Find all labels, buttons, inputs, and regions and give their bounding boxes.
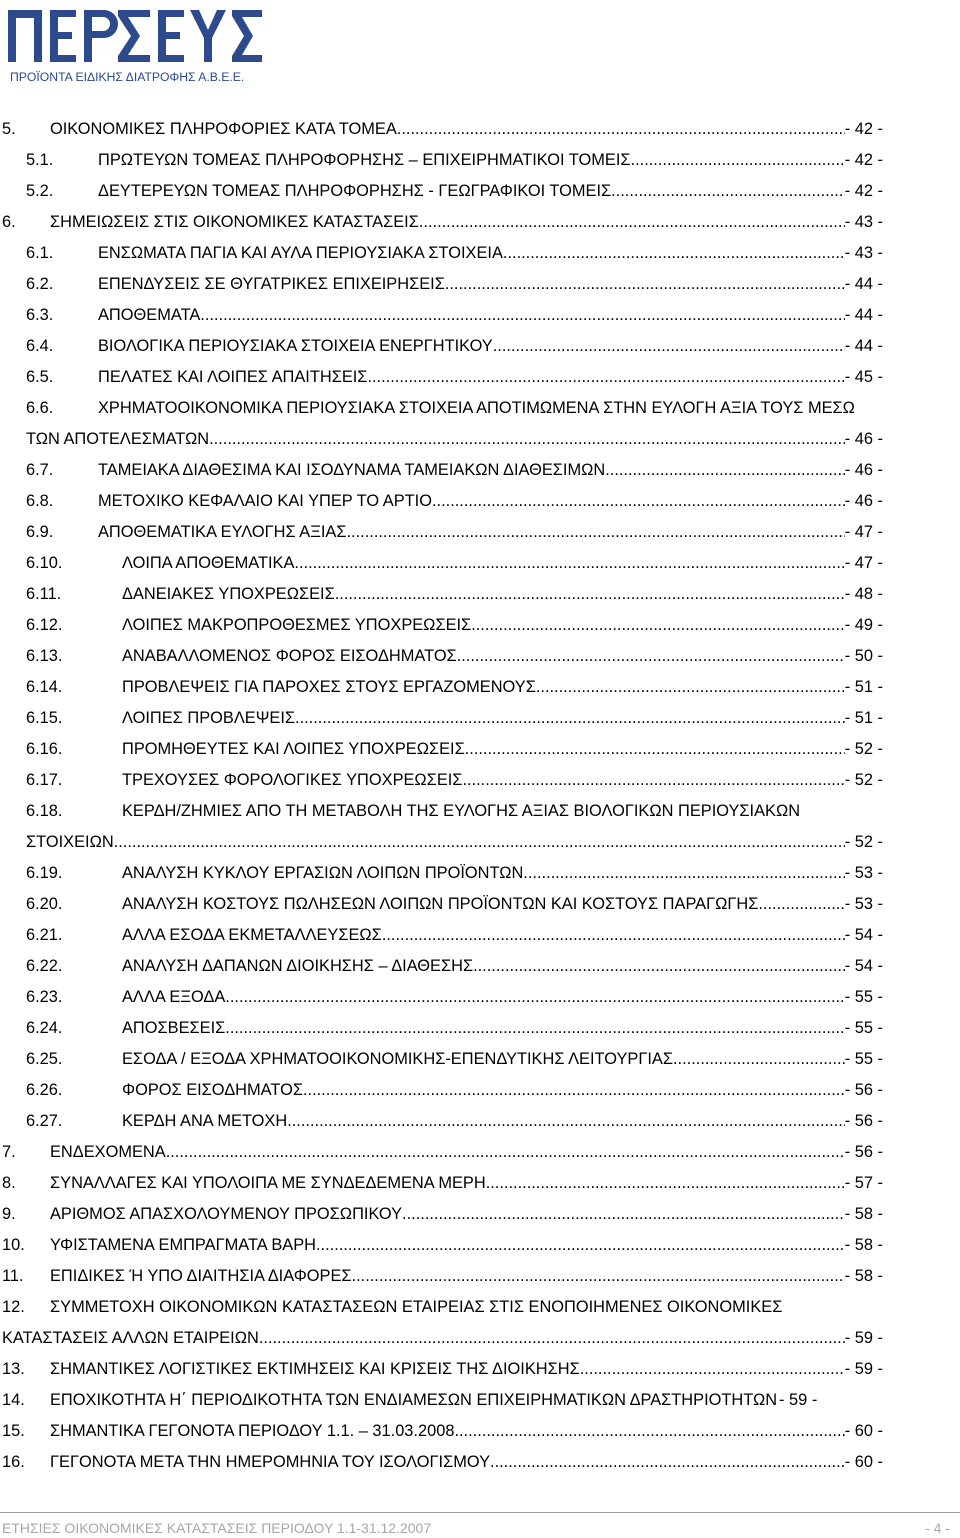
toc-entry-number: 6.13. [26, 647, 63, 665]
toc-entry-title: ΠΡΟΒΛΕΨΕΙΣ ΓΙΑ ΠΑΡΟΧΕΣ ΣΤΟΥΣ ΕΡΓΑΖΟΜΕΝΟΥΣ [122, 678, 536, 696]
toc-leader-dots [397, 114, 845, 145]
toc-entry-title: ΛΟΙΠΕΣ ΜΑΚΡΟΠΡΟΘΕΣΜΕΣ ΥΠΟΧΡΕΩΣΕΙΣ [122, 616, 472, 634]
toc-entry-page: - 60 - [844, 1422, 883, 1440]
toc-entry-number: 6.21. [26, 926, 63, 944]
toc-entry[interactable] [0, 703, 960, 734]
toc-entry[interactable] [0, 517, 960, 548]
toc-entry-title: ΣΥΜΜΕΤΟΧΗ ΟΙΚΟΝΟΜΙΚΩΝ ΚΑΤΑΣΤΑΣΕΩΝ ΕΤΑΙΡΕΙΑΣ ΣΤΙΣ ΕΝΟΠΟΙΗΜΕΝΕΣ ΟΙΚΟΝΟΜΙΚΕΣ [50, 1298, 783, 1316]
toc-entry[interactable] [0, 734, 960, 765]
toc-entry-number: 6.25. [26, 1050, 63, 1068]
toc-entry-number: 6.16. [26, 740, 63, 758]
toc-entry[interactable] [0, 1354, 960, 1385]
toc-entry-number: 6.10. [26, 554, 63, 572]
toc-leader-dots [294, 548, 844, 579]
toc-entry[interactable] [0, 579, 960, 610]
toc-entry[interactable] [0, 300, 960, 331]
toc-entry[interactable] [0, 1230, 960, 1261]
toc-entry-title: ΑΝΑΛΥΣΗ ΚΟΣΤΟΥΣ ΠΩΛΗΣΕΩΝ ΛΟΙΠΩΝ ΠΡΟΪΟΝΤΩΝ ΚΑΙ ΚΟΣΤΟΥΣ ΠΑΡΑΓΩΓΗΣ [122, 895, 759, 913]
toc-entry-title-continuation: ΤΩΝ ΑΠΟΤΕΛΕΣΜΑΤΩΝ [26, 430, 210, 448]
toc-leader-dots [457, 641, 845, 672]
toc-entry-number: 6.24. [26, 1019, 63, 1037]
toc-leader-dots [473, 951, 845, 982]
toc-entry-page: - 55 - [844, 1019, 883, 1037]
toc-entry-number: 6.8. [26, 492, 54, 510]
toc-entry[interactable] [0, 1044, 960, 1075]
toc-leader-dots [209, 424, 845, 455]
toc-entry-number: 14. [2, 1391, 25, 1409]
toc-entry[interactable] [0, 486, 960, 517]
toc-entry[interactable] [0, 548, 960, 579]
toc-leader-dots [295, 703, 845, 734]
toc-leader-dots [303, 1075, 845, 1106]
toc-entry[interactable] [0, 1292, 960, 1323]
toc-entry-number: 6.17. [26, 771, 63, 789]
toc-entry-title: ΕΠΙΔΙΚΕΣ Ή ΥΠΟ ΔΙΑΙΤΗΣΙΑ ΔΙΑΦΟΡΕΣ [50, 1267, 352, 1285]
footer-divider [0, 1512, 960, 1513]
toc-leader-dots [611, 176, 845, 207]
logo-tagline: ΠΡΟΪΟΝΤΑ ΕΙΔΙΚΗΣ ΔΙΑΤΡΟΦΗΣ Α.Β.Ε.Ε. [10, 70, 245, 84]
toc-entry[interactable] [0, 114, 960, 145]
toc-entry-number: 7. [2, 1143, 16, 1161]
toc-entry-title: ΧΡΗΜΑΤΟΟΙΚΟΝΟΜΙΚΑ ΠΕΡΙΟΥΣΙΑΚΑ ΣΤΟΙΧΕΙΑ ΑΠΟΤΙΜΩΜΕΝΑ ΣΤΗΝ ΕΥΛΟΓΗ ΑΞΙΑ ΤΟΥΣ ΜΕΣΩ [98, 399, 855, 417]
toc-entry[interactable] [0, 207, 960, 238]
toc-leader-dots [454, 1416, 844, 1447]
toc-leader-dots [419, 207, 845, 238]
toc-entry-page: - 56 - [844, 1081, 883, 1099]
toc-entry[interactable] [0, 362, 960, 393]
toc-entry-number: 6.27. [26, 1112, 63, 1130]
toc-entry[interactable] [0, 672, 960, 703]
toc-entry-page: - 47 - [844, 554, 883, 572]
toc-entry-number: 11. [2, 1267, 24, 1285]
toc-entry-number: 6.9. [26, 523, 54, 541]
toc-entry[interactable] [0, 1168, 960, 1199]
toc-entry[interactable] [0, 1075, 960, 1106]
toc-leader-dots [200, 300, 844, 331]
toc-entry-number: 13. [2, 1360, 25, 1378]
toc-leader-dots [347, 517, 845, 548]
toc-entry-page: - 59 - [844, 1360, 883, 1378]
toc-entry-title: ΔΕΥΤΕΡΕΥΩΝ ΤΟΜΕΑΣ ΠΛΗΡΟΦΟΡΗΣΗΣ - ΓΕΩΓΡΑΦΙΚΟΙ ΤΟΜΕΙΣ [98, 182, 612, 200]
toc-entry-number: 6.14. [26, 678, 63, 696]
toc-entry-title: ΣΗΜΕΙΩΣΕΙΣ ΣΤΙΣ ΟΙΚΟΝΟΜΙΚΕΣ ΚΑΤΑΣΤΑΣΕΙΣ [50, 213, 419, 231]
toc-entry-number: 6.5. [26, 368, 54, 386]
toc-leader-dots [605, 455, 845, 486]
footer-document-title: ΕΤΗΣΙΕΣ ΟΙΚΟΝΟΜΙΚΕΣ ΚΑΤΑΣΤΑΣΕΙΣ ΠΕΡΙΟΔΟΥ 1.1-31.12.2007 [2, 1520, 432, 1536]
toc-entry-page: - 44 - [844, 275, 883, 293]
toc-entry-number: 6.2. [26, 275, 54, 293]
toc-leader-dots [225, 1013, 844, 1044]
toc-leader-dots [432, 486, 845, 517]
toc-entry[interactable] [0, 455, 960, 486]
toc-entry-number: 6.1. [26, 244, 54, 262]
toc-entry[interactable] [0, 982, 960, 1013]
toc-entry[interactable] [0, 1261, 960, 1292]
toc-leader-dots [367, 362, 844, 393]
toc-entry-title: ΤΑΜΕΙΑΚΑ ΔΙΑΘΕΣΙΜΑ ΚΑΙ ΙΣΟΔΥΝΑΜΑ ΤΑΜΕΙΑΚΩΝ ΔΙΑΘΕΣΙΜΩΝ [98, 461, 606, 479]
toc-entry-title: ΜΕΤΟΧΙΚΟ ΚΕΦΑΛΑΙΟ ΚΑΙ ΥΠΕΡ ΤΟ ΑΡΤΙΟ [98, 492, 432, 510]
toc-entry-title: ΟΙΚΟΝΟΜΙΚΕΣ ΠΛΗΡΟΦΟΡΙΕΣ ΚΑΤΑ ΤΟΜΕΑ [50, 120, 397, 138]
toc-entry-page: - 59 - [844, 1329, 883, 1347]
table-of-contents [0, 114, 960, 1478]
toc-leader-dots [462, 765, 844, 796]
toc-entry[interactable] [0, 796, 960, 827]
toc-entry-page: - 51 - [844, 678, 883, 696]
toc-entry[interactable] [0, 176, 960, 207]
toc-entry-page: - 53 - [844, 864, 883, 882]
toc-leader-dots [580, 1354, 845, 1385]
toc-leader-dots [486, 1168, 845, 1199]
toc-entry-page: - 46 - [844, 430, 883, 448]
toc-entry-number: 6.11. [26, 585, 62, 603]
toc-entry[interactable] [0, 1416, 960, 1447]
toc-entry[interactable] [0, 1385, 960, 1416]
toc-leader-dots [503, 238, 845, 269]
toc-entry-page: - 58 - [844, 1236, 883, 1254]
toc-entry-title: ΑΡΙΘΜΟΣ ΑΠΑΣΧΟΛΟΥΜΕΝΟΥ ΠΡΟΣΩΠΙΚΟΥ [50, 1205, 403, 1223]
toc-entry-page: - 42 - [844, 120, 883, 138]
toc-leader-dots [445, 269, 845, 300]
toc-leader-dots [166, 1137, 845, 1168]
toc-entry[interactable] [0, 331, 960, 362]
toc-entry-number: 5. [2, 120, 16, 138]
toc-entry-title: ΕΝΔΕΧΟΜΕΝΑ [50, 1143, 166, 1161]
toc-leader-dots [536, 672, 845, 703]
toc-entry[interactable] [0, 858, 960, 889]
toc-entry-page: - 43 - [844, 213, 883, 231]
toc-leader-dots [335, 579, 845, 610]
toc-entry-page: - 54 - [844, 926, 883, 944]
toc-entry[interactable] [0, 641, 960, 672]
toc-entry[interactable] [0, 238, 960, 269]
toc-entry-title: ΦΟΡΟΣ ΕΙΣΟΔΗΜΑΤΟΣ [122, 1081, 303, 1099]
footer-page-number: - 4 - [925, 1520, 950, 1536]
toc-leader-dots [758, 889, 844, 920]
toc-entry-page: - 52 - [844, 771, 883, 789]
toc-entry-number: 6.4. [26, 337, 54, 355]
toc-entry-page: - 52 - [844, 740, 883, 758]
toc-entry-title: ΑΝΑΒΑΛΛΟΜΕΝΟΣ ΦΟΡΟΣ ΕΙΣΟΔΗΜΑΤΟΣ [122, 647, 457, 665]
toc-entry-page: - 55 - [844, 1050, 883, 1068]
toc-entry-continuation[interactable] [0, 827, 960, 858]
toc-entry-title: ΔΑΝΕΙΑΚΕΣ ΥΠΟΧΡΕΩΣΕΙΣ [122, 585, 335, 603]
toc-entry-page: - 43 - [844, 244, 883, 262]
toc-entry-title: ΑΝΑΛΥΣΗ ΔΑΠΑΝΩΝ ΔΙΟΙΚΗΣΗΣ – ΔΙΑΘΕΣΗΣ [122, 957, 474, 975]
toc-entry-page: - 56 - [844, 1143, 883, 1161]
toc-entry-page: - 60 - [844, 1453, 883, 1471]
toc-entry-title: ΚΕΡΔΗ ΑΝΑ ΜΕΤΟΧΗ [122, 1112, 288, 1130]
toc-entry-title: ΣΗΜΑΝΤΙΚΑ ΓΕΓΟΝΟΤΑ ΠΕΡΙΟΔΟΥ 1.1. – 31.03.2008 [50, 1422, 455, 1440]
toc-entry-title: ΕΠΟΧΙΚΟΤΗΤΑ Η΄ ΠΕΡΙΟΔΙΚΟΤΗΤΑ ΤΩΝ ΕΝΔΙΑΜΕΣΩΝ ΕΠΙΧΕΙΡΗΜΑΤΙΚΩΝ ΔΡΑΣΤΗΡΙΟΤΗΤΩΝ [50, 1391, 778, 1409]
toc-entry[interactable] [0, 1199, 960, 1230]
toc-entry-title: ΤΡΕΧΟΥΣΕΣ ΦΟΡΟΛΟΓΙΚΕΣ ΥΠΟΧΡΕΩΣΕΙΣ [122, 771, 463, 789]
toc-entry-title: ΠΡΟΜΗΘΕΥΤΕΣ ΚΑΙ ΛΟΙΠΕΣ ΥΠΟΧΡΕΩΣΕΙΣ [122, 740, 465, 758]
toc-leader-dots [287, 1106, 845, 1137]
toc-entry-title: ΑΠΟΘΕΜΑΤΑ [98, 306, 201, 324]
toc-entry-number: 16. [2, 1453, 25, 1471]
toc-entry[interactable] [0, 951, 960, 982]
toc-entry-number: 6.23. [26, 988, 63, 1006]
toc-entry-title: ΠΕΛΑΤΕΣ ΚΑΙ ΛΟΙΠΕΣ ΑΠΑΙΤΗΣΕΙΣ [98, 368, 368, 386]
toc-entry-page: - 44 - [844, 306, 883, 324]
toc-entry-page: - 54 - [844, 957, 883, 975]
toc-entry[interactable] [0, 889, 960, 920]
toc-entry-number: 12. [2, 1298, 25, 1316]
toc-entry-number: 15. [2, 1422, 25, 1440]
toc-entry-number: 6.3. [26, 306, 54, 324]
toc-entry-page: - 52 - [844, 833, 883, 851]
toc-leader-dots [465, 734, 845, 765]
toc-entry[interactable] [0, 610, 960, 641]
toc-entry-number: 6.15. [26, 709, 63, 727]
toc-leader-dots [523, 858, 844, 889]
toc-entry-number: 6.7. [26, 461, 54, 479]
toc-entry-page: - 46 - [844, 461, 883, 479]
toc-entry-number: 6.18. [26, 802, 63, 820]
page-footer [0, 1512, 960, 1538]
toc-entry[interactable] [0, 393, 960, 424]
toc-leader-dots [225, 982, 844, 1013]
toc-entry-title: ΑΛΛΑ ΕΣΟΔΑ ΕΚΜΕΤΑΛΛΕΥΣΕΩΣ [122, 926, 382, 944]
toc-entry[interactable] [0, 1106, 960, 1137]
toc-entry-page: - 49 - [844, 616, 883, 634]
toc-leader-dots [316, 1230, 845, 1261]
toc-entry-number: 5.1. [26, 151, 54, 169]
toc-entry-continuation[interactable] [0, 424, 960, 455]
toc-entry-title-continuation: ΣΤΟΙΧΕΙΩΝ [26, 833, 114, 851]
toc-entry-title: ΑΝΑΛΥΣΗ ΚΥΚΛΟΥ ΕΡΓΑΣΙΩΝ ΛΟΙΠΩΝ ΠΡΟΪΟΝΤΩΝ [122, 864, 524, 882]
toc-entry-number: 9. [2, 1205, 16, 1223]
toc-entry-title: ΑΛΛΑ ΕΞΟΔΑ [122, 988, 226, 1006]
toc-entry-number: 6.6. [26, 399, 54, 417]
toc-leader-dots [382, 920, 845, 951]
toc-entry-title-continuation: ΚΑΤΑΣΤΑΣΕΙΣ ΑΛΛΩΝ ΕΤΑΙΡΕΙΩΝ [2, 1329, 259, 1347]
toc-entry-page: - 50 - [844, 647, 883, 665]
toc-entry-number: 5.2. [26, 182, 54, 200]
toc-entry-page: - 48 - [844, 585, 883, 603]
toc-entry-number: 6.19. [26, 864, 63, 882]
toc-entry-page: - 58 - [844, 1205, 883, 1223]
company-logo [4, 4, 264, 88]
toc-entry-page: - 59 - [779, 1391, 818, 1409]
toc-entry-page: - 51 - [844, 709, 883, 727]
toc-entry-number: 6.20. [26, 895, 63, 913]
toc-entry-page: - 42 - [844, 182, 883, 200]
toc-entry-page: - 46 - [844, 492, 883, 510]
toc-entry-title: ΑΠΟΣΒΕΣΕΙΣ [122, 1019, 226, 1037]
toc-entry-title: ΣΗΜΑΝΤΙΚΕΣ ΛΟΓΙΣΤΙΚΕΣ ΕΚΤΙΜΗΣΕΙΣ ΚΑΙ ΚΡΙΣΕΙΣ ΤΗΣ ΔΙΟΙΚΗΣΗΣ [50, 1360, 580, 1378]
toc-leader-dots [490, 1447, 845, 1478]
toc-entry-continuation[interactable] [0, 1323, 960, 1354]
toc-entry[interactable] [0, 920, 960, 951]
toc-leader-dots [402, 1199, 845, 1230]
toc-entry-page: - 56 - [844, 1112, 883, 1130]
toc-leader-dots [631, 145, 845, 176]
toc-entry-title: ΛΟΙΠΑ ΑΠΟΘΕΜΑΤΙΚΑ [122, 554, 295, 572]
toc-entry-page: - 57 - [844, 1174, 883, 1192]
toc-entry-number: 6.12. [26, 616, 63, 634]
perseus-logo-icon [4, 4, 264, 88]
toc-entry-number: 8. [2, 1174, 16, 1192]
toc-entry[interactable] [0, 1137, 960, 1168]
toc-entry-title: ΣΥΝΑΛΛΑΓΕΣ ΚΑΙ ΥΠΟΛΟΙΠΑ ΜΕ ΣΥΝΔΕΔΕΜΕΝΑ ΜΕΡΗ [50, 1174, 486, 1192]
toc-entry-page: - 58 - [844, 1267, 883, 1285]
toc-entry[interactable] [0, 1013, 960, 1044]
toc-entry-number: 6.26. [26, 1081, 63, 1099]
toc-entry[interactable] [0, 765, 960, 796]
toc-entry-title: ΕΣΟΔΑ / ΕΞΟΔΑ ΧΡΗΜΑΤΟΟΙΚΟΝΟΜΙΚΗΣ-ΕΠΕΝΔΥΤΙΚΗΣ ΛΕΙΤΟΥΡΓΙΑΣ [122, 1050, 673, 1068]
toc-entry-number: 6.22. [26, 957, 63, 975]
toc-entry-title: ΥΦΙΣΤΑΜΕΝΑ ΕΜΠΡΑΓΜΑΤΑ ΒΑΡΗ [50, 1236, 316, 1254]
toc-entry-page: - 53 - [844, 895, 883, 913]
toc-leader-dots [114, 827, 845, 858]
toc-leader-dots [493, 331, 845, 362]
toc-entry[interactable] [0, 145, 960, 176]
toc-entry-title: ΚΕΡΔΗ/ΖΗΜΙΕΣ ΑΠΟ ΤΗ ΜΕΤΑΒΟΛΗ ΤΗΣ ΕΥΛΟΓΗΣ ΑΞΙΑΣ ΒΙΟΛΟΓΙΚΩΝ ΠΕΡΙΟΥΣΙΑΚΩΝ [122, 802, 801, 820]
toc-entry[interactable] [0, 1447, 960, 1478]
toc-entry-title: ΓΕΓΟΝΟΤΑ ΜΕΤΑ ΤΗΝ ΗΜΕΡΟΜΗΝΙΑ ΤΟΥ ΙΣΟΛΟΓΙΣΜΟΥ [50, 1453, 491, 1471]
toc-leader-dots [259, 1323, 845, 1354]
toc-entry-title: ΑΠΟΘΕΜΑΤΙΚΑ ΕΥΛΟΓΗΣ ΑΞΙΑΣ [98, 523, 347, 541]
toc-entry-page: - 55 - [844, 988, 883, 1006]
toc-leader-dots [673, 1044, 845, 1075]
toc-entry-title: ΠΡΩΤΕΥΩΝ ΤΟΜΕΑΣ ΠΛΗΡΟΦΟΡΗΣΗΣ – ΕΠΙΧΕΙΡΗΜΑΤΙΚΟΙ ΤΟΜΕΙΣ [98, 151, 631, 169]
toc-entry-page: - 47 - [844, 523, 883, 541]
toc-entry-title: ΒΙΟΛΟΓΙΚΑ ΠΕΡΙΟΥΣΙΑΚΑ ΣΤΟΙΧΕΙΑ ΕΝΕΡΓΗΤΙΚΟΥ [98, 337, 493, 355]
toc-entry[interactable] [0, 269, 960, 300]
toc-entry-title: ΛΟΙΠΕΣ ΠΡΟΒΛΕΨΕΙΣ [122, 709, 296, 727]
toc-leader-dots [471, 610, 845, 641]
toc-leader-dots [352, 1261, 845, 1292]
toc-entry-number: 10. [2, 1236, 25, 1254]
toc-entry-number: 6. [2, 213, 16, 231]
toc-entry-page: - 42 - [844, 151, 883, 169]
toc-entry-title: ΕΠΕΝΔΥΣΕΙΣ ΣΕ ΘΥΓΑΤΡΙΚΕΣ ΕΠΙΧΕΙΡΗΣΕΙΣ [98, 275, 445, 293]
toc-entry-title: ΕΝΣΩΜΑΤΑ ΠΑΓΙΑ ΚΑΙ ΑΥΛΑ ΠΕΡΙΟΥΣΙΑΚΑ ΣΤΟΙΧΕΙΑ [98, 244, 503, 262]
toc-entry-page: - 44 - [844, 337, 883, 355]
toc-entry-page: - 45 - [844, 368, 883, 386]
